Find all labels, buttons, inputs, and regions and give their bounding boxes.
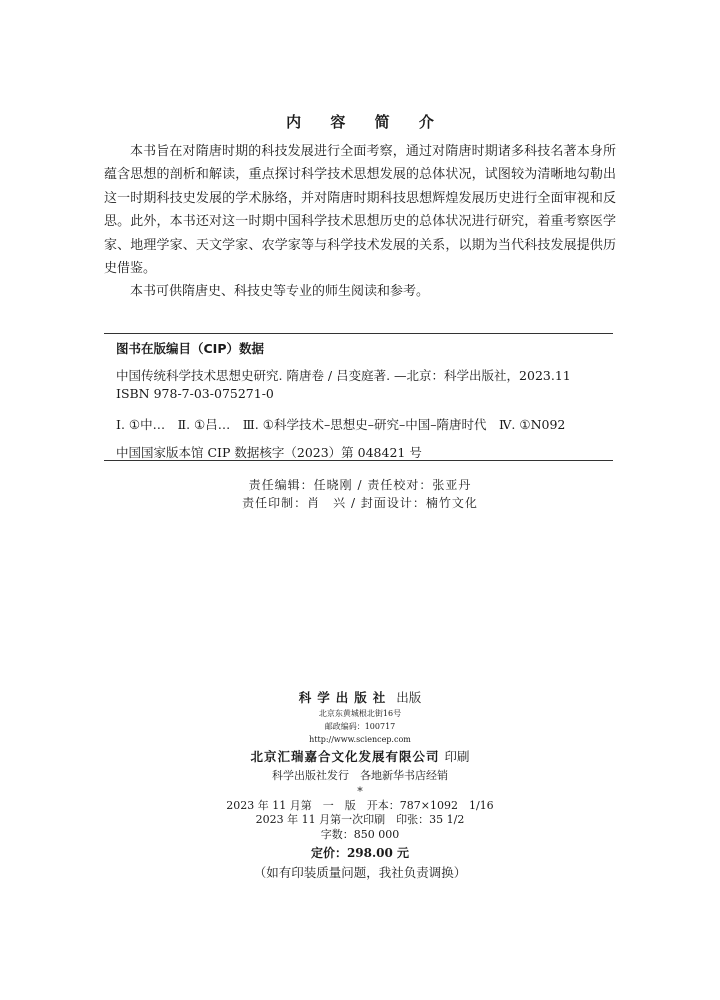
cip-record-line: 中国国家版本馆 CIP 数据核字（2023）第 048421 号 [116,445,422,460]
printing-line: 2023 年 11 月第一次印刷 印张：35 1/2 [255,813,465,826]
imprint-block [0,688,720,883]
edition-line: 2023 年 11 月第 一 版 开本：787×1092 1/16 [226,799,494,812]
publisher-address: 北京东黄城根北街16号 [318,709,402,718]
summary-body [104,140,616,304]
cip-isbn-line: ISBN 978-7-03-075271-0 [116,386,274,401]
cip-bottom-rule [104,460,613,461]
summary-title: 内 容 简 介 [286,113,446,131]
summary-paragraph: 本书可供隋唐史、科技史等专业的师生阅读和参考。 [130,284,430,300]
editor-line: 责任编辑：任晓刚 / 责任校对：张亚丹 [248,478,472,492]
cip-heading: 图书在版编目（CIP）数据 [116,341,264,356]
publisher-name: 科学出版社 [298,690,392,705]
publisher-suffix: 出版 [396,690,422,705]
publisher-postcode: 邮政编码：100717 [324,722,396,731]
distribution-line: 科学出版社发行 各地新华书店经销 [272,769,448,782]
publisher-line [0,688,720,707]
quality-notice: （如有印装质量问题，我社负责调换） [253,865,467,880]
printer-line [0,746,720,767]
printer-name: 北京汇瑞嘉合文化发展有限公司 [250,749,440,764]
price-line: 定价：298.00 元 [310,846,410,860]
cip-block [116,339,613,462]
cip-title-line: 中国传统科学技术思想史研究. 隋唐卷 / 吕变庭著. —北京：科学出版社，2023.11 [116,368,571,383]
publisher-website: http://www.sciencep.com [309,735,411,744]
word-count: 字数：850 000 [320,828,400,841]
cip-classification-line: Ⅰ. ①中… Ⅱ. ①吕… Ⅲ. ①科学技术–思想史–研究–中国–隋唐时代 Ⅳ. ①N092 [116,417,566,432]
cip-top-rule [104,333,613,334]
editor-line: 责任印制：肖 兴 / 封面设计：楠竹文化 [242,496,478,510]
printer-suffix: 印刷 [444,749,470,764]
separator-mark: * [357,785,363,798]
editor-credits [0,476,720,512]
summary-paragraph: 本书旨在对隋唐时期的科技发展进行全面考察，通过对隋唐时期诸多科技名著本身所蕴含思想的剖析和解读，重点探讨科学技术思想发展的总体状况，试图较为清晰地勾勒出这一时期科技史发展的学术脉络，并对隋唐时期科技思想辉煌发展历史进行全面审视和反思。此外，本书还对这一时期中国科学技术思想历史的总体状况进行研究，着重考察医学家、地理学家、天文学家、农学家等与科学技术发展的关系，以期为当代科技发展提供历史借鉴。 [104,144,616,277]
